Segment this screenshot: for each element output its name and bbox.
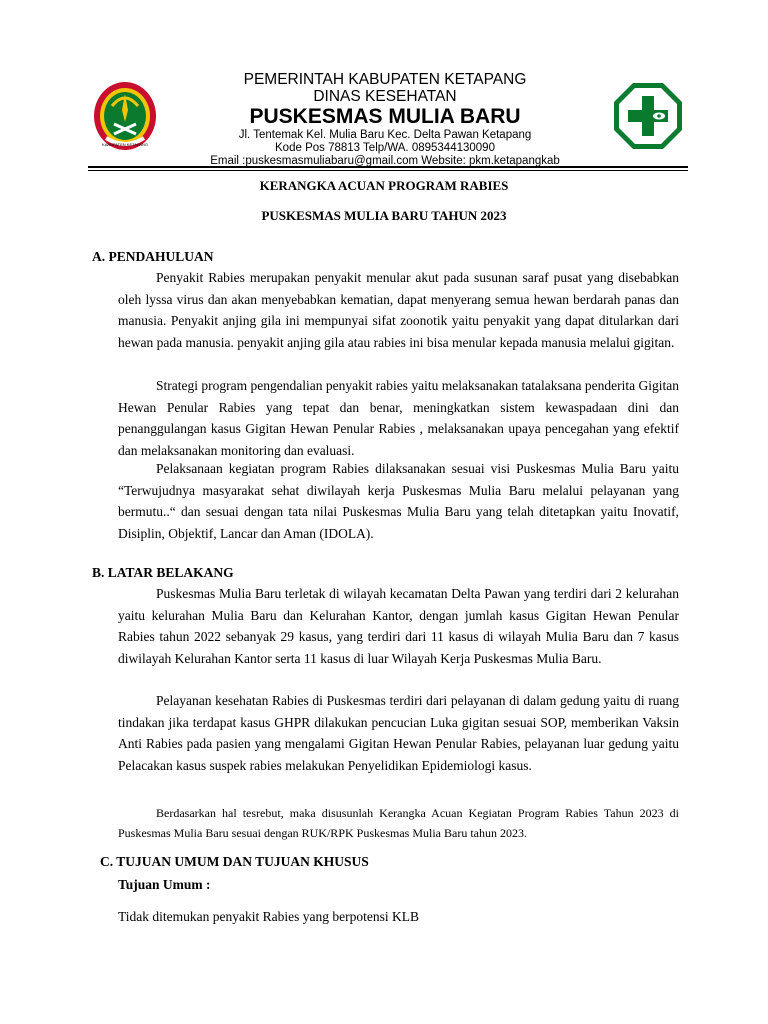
logo-caption: KABUPATEN KETAPANG [102,142,148,147]
section-c-subheading: Tujuan Umum : [118,877,211,892]
section-c-paragraph-1: Tidak ditemukan penyakit Rabies yang berpotensi KLB [118,909,419,924]
section-b-paragraph-2: Pelayanan kesehatan Rabies di Puskesmas terdiri dari pelayanan di dalam gedung yaitu di ruang tindakan jika terdapat kasus GHPR dilakukan pencucian Luka gigitan sesuai SOP, memberikan Vaksin Anti Rabies pada pasien yang mengalami Gigitan Hewan Penular Rabies, pelayanan luar gedung yaitu Pelacakan kasus suspek rabies melakukan Penyelidikan Epidemiologi kasus. [118,693,679,773]
section-c-heading: C. TUJUAN UMUM DAN TUJUAN KHUSUS [100,854,369,869]
section-b-paragraph-1: Puskesmas Mulia Baru terletak di wilayah kecamatan Delta Pawan yang terdiri dari 2 kelurahan yaitu kelurahan Mulia Baru dan Kelurahan Kantor, dengan jumlah kasus Gigitan Hewan Penular Rabies tahun 2022 sebanyak 29 kasus, yang terdiri dari 11 kasus di wilayah Mulia Baru dan 7 kasus diwilayah Kelurahan Kantor serta 11 kasus di luar Wilayah Kerja Puskesmas Mulia Baru. [118,586,679,666]
puskesmas-logo [611,80,685,152]
section-b-paragraph-3: Berdasarkan hal tesrebut, maka disusunlah Kerangka Acuan Kegiatan Program Rabies Tahun 2023 di Puskesmas Mulia Baru sesuai dengan RUK/RPK Puskesmas Mulia Baru tahun 2023. [118,806,679,840]
institution-name: PUSKESMAS MULIA BARU [249,105,521,128]
document-title: KERANGKA ACUAN PROGRAM RABIES [259,178,509,193]
section-a-paragraph-1: Penyakit Rabies merupakan penyakit menular akut pada susunan saraf pusat yang disebabkan oleh lyssa virus dan akan menyebabkan kematian, dapat menyerang semua hewan berdarah panas dan manusia. Penyakit anjing gila ini mempunyai sifat zoonotik yaitu penyakit yang dapat ditularkan dari hewan pada manusia. penyakit anjing gila atau rabies ini bisa menular kepada manusia melalui gigitan. [118,270,679,350]
kabupaten-ketapang-logo [92,80,158,152]
section-a-heading: A. PENDAHULUAN [92,249,214,264]
address-line: Jl. Tentemak Kel. Mulia Baru Kec. Delta Pawan Ketapang [238,129,532,141]
email-website-line: Email :puskesmasmuliabaru@gmail.com Website: pkm.ketapangkab [210,155,560,167]
government-name: PEMERINTAH KABUPATEN KETAPANG [243,71,527,88]
letterhead-text [175,71,595,168]
contact-line: Kode Pos 78813 Telp/WA. 0895344130090 [275,142,495,154]
section-b-heading: B. LATAR BELAKANG [92,565,234,580]
department-name: DINAS KESEHATAN [313,88,457,105]
section-a-paragraph-2: Strategi program pengendalian penyakit rabies yaitu melaksanakan tatalaksana penderita Gigitan Hewan Penular Rabies yang tepat dan benar, meningkatkan sistem kewaspadaan dini dan penanggulangan kasus Gigitan Hewan Penular Rabies , melaksanakan upaya pencegahan yang efektif dan melaksanakan monitoring dan evaluasi. [118,378,679,458]
document-subtitle: PUSKESMAS MULIA BARU TAHUN 2023 [261,208,507,223]
section-a-paragraph-3: Pelaksanaan kegiatan program Rabies dilaksanakan sesuai visi Puskesmas Mulia Baru yaitu “Terwujudnya masyarakat sehat diwilayah kerja Puskesmas Mulia Baru melalui pelayanan yang bermutu..“ dan sesuai dengan tata nilai Puskesmas Mulia Baru yang telah ditetapkan yaitu Inovatif, Disiplin, Objektif, Lancar dan Aman (IDOLA). [118,461,679,541]
letterhead [0,0,768,170]
